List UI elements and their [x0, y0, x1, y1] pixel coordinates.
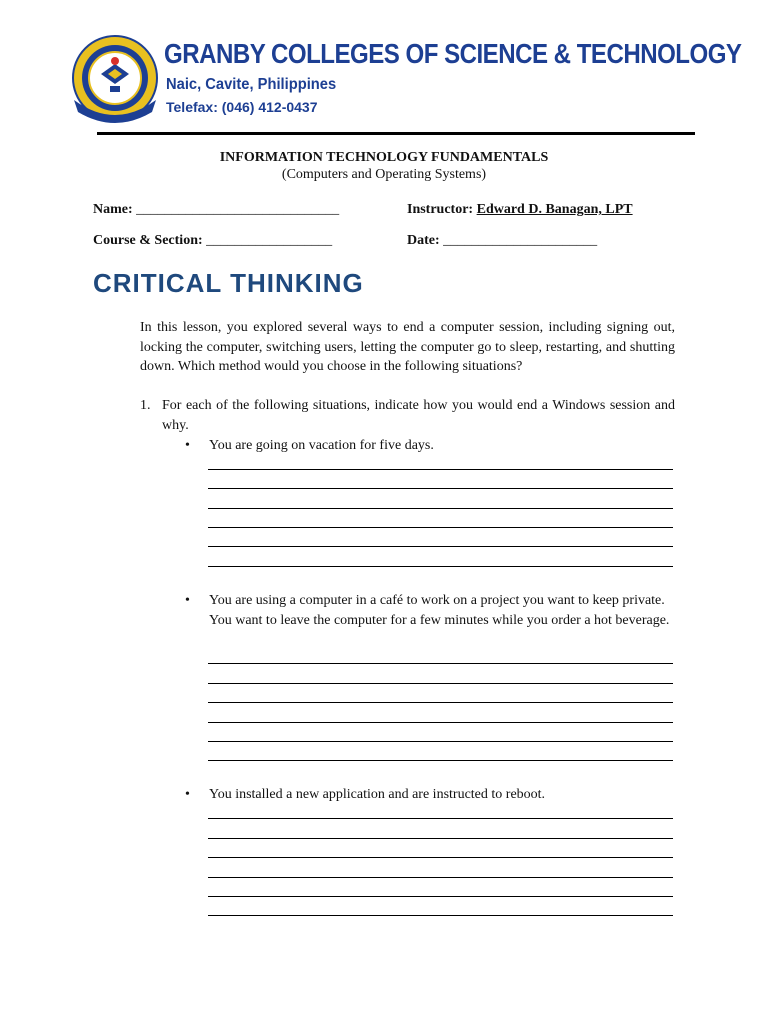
instructor-value: Edward D. Banagan, LPT [476, 202, 633, 217]
answer-line[interactable] [208, 857, 673, 858]
date-label: Date: [407, 233, 440, 248]
situation-text: You are going on vacation for five days. [209, 438, 434, 453]
bullet-marker: • [185, 438, 190, 453]
answer-line[interactable] [208, 702, 673, 703]
answer-line[interactable] [208, 896, 673, 897]
situation-item [185, 591, 675, 630]
answer-line[interactable] [208, 488, 673, 489]
header-divider [97, 132, 695, 135]
situation-item [185, 436, 675, 456]
answer-line[interactable] [208, 469, 673, 470]
intro-paragraph: In this lesson, you explored several ways to end a computer session, including signing out, locking the computer, switching users, letting the computer go to sleep, restarting, and shutting down. Which method would you choose in the following situations? [140, 320, 675, 374]
school-address: Naic, Cavite, Philippines [166, 76, 337, 93]
name-field [93, 202, 339, 218]
name-label: Name: [93, 202, 133, 217]
school-logo-seal [68, 34, 162, 126]
date-field [407, 233, 597, 249]
section-title: CRITICAL THINKING [93, 268, 364, 298]
instructor-label: Instructor: [407, 202, 474, 217]
answer-line[interactable] [208, 722, 673, 723]
course-section-label: Course & Section: [93, 233, 203, 248]
answer-line[interactable] [208, 566, 673, 567]
course-section-blank: __________________ [206, 233, 333, 248]
name-blank: _____________________________ [136, 202, 340, 217]
answer-line[interactable] [208, 527, 673, 528]
answer-line[interactable] [208, 546, 673, 547]
answer-line[interactable] [208, 760, 673, 761]
answer-line[interactable] [208, 915, 673, 916]
situation-text: You are using a computer in a café to work on a project you want to keep private. You want to leave the computer for a few minutes while you order a hot beverage. [209, 593, 670, 628]
answer-line[interactable] [208, 877, 673, 878]
question-text: For each of the following situations, indicate how you would end a Windows session and why. [162, 398, 675, 433]
bullet-marker: • [185, 593, 190, 608]
answer-line[interactable] [208, 838, 673, 839]
situation-item [185, 785, 675, 805]
course-section-field [93, 233, 332, 249]
answer-line[interactable] [208, 683, 673, 684]
answer-line[interactable] [208, 741, 673, 742]
subject-subtitle: (Computers and Operating Systems) [281, 167, 487, 182]
date-blank: ______________________ [443, 233, 598, 248]
situation-text: You installed a new application and are instructed to reboot. [209, 787, 546, 802]
question-1 [140, 396, 675, 435]
school-name: GRANBY COLLEGES OF SCIENCE & TECHNOLOGY [164, 38, 742, 69]
instructor-field [407, 202, 633, 218]
bullet-marker: • [185, 787, 190, 802]
school-telefax: Telefax: (046) 412-0437 [166, 99, 318, 115]
question-number: 1. [140, 398, 151, 413]
subject-title: INFORMATION TECHNOLOGY FUNDAMENTALS [219, 150, 549, 165]
answer-line[interactable] [208, 818, 673, 819]
answer-line[interactable] [208, 508, 673, 509]
answer-line[interactable] [208, 663, 673, 664]
